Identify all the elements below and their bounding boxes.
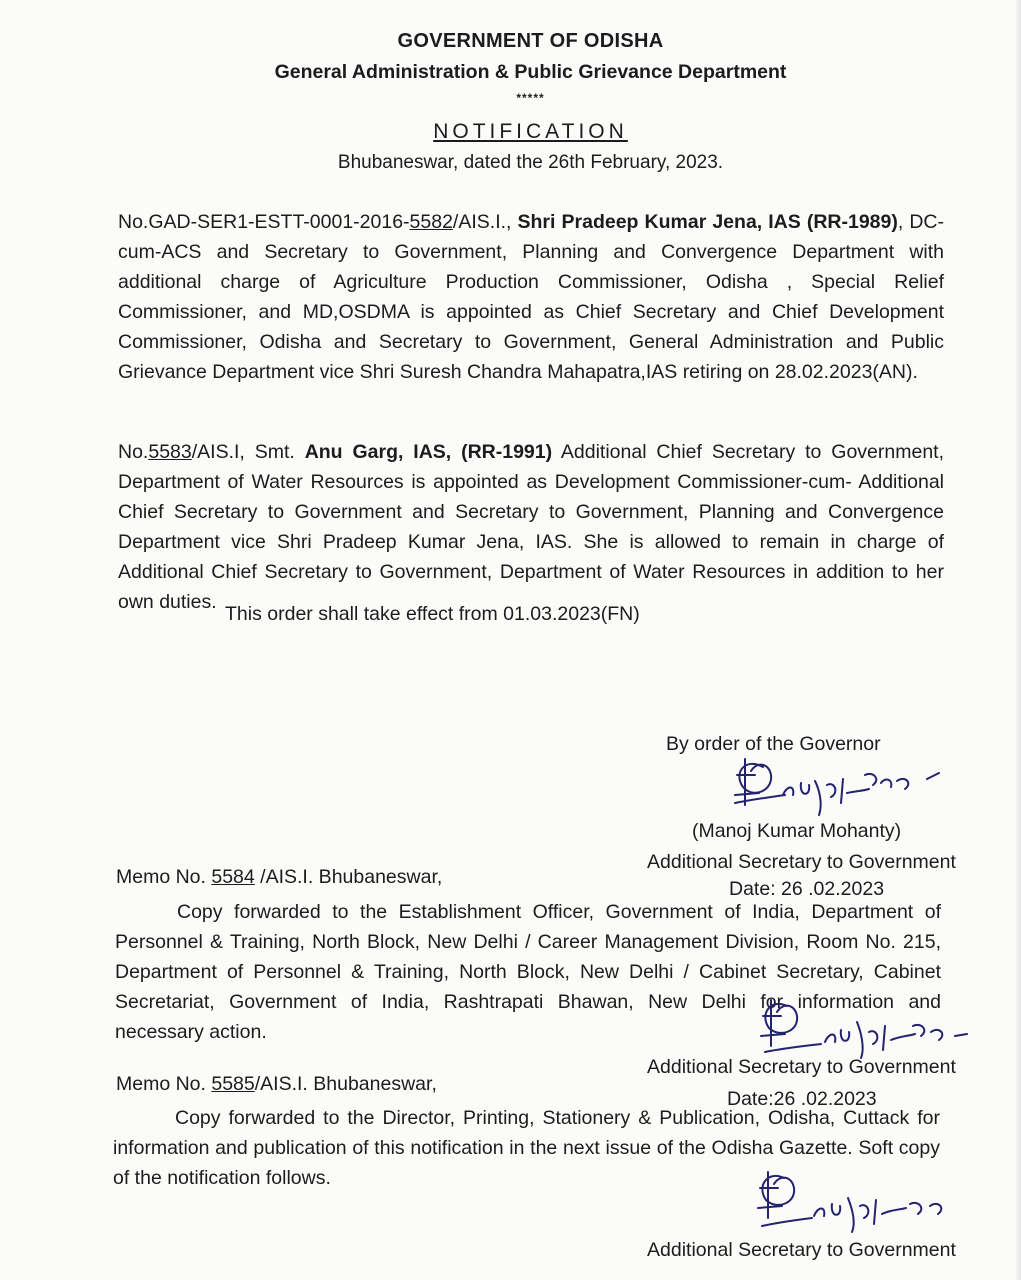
dateline: Bhubaneswar, dated the 26th February, 2023. bbox=[337, 152, 724, 173]
by-order-line: By order of the Governor bbox=[666, 733, 881, 755]
memo-suffix: /AIS.I. Bhubaneswar, bbox=[254, 1073, 437, 1095]
officer-name-signatory: (Manoj Kumar Mohanty) bbox=[692, 820, 902, 842]
page-edge-shadow bbox=[1015, 0, 1021, 1280]
order-suffix: /AIS.I., bbox=[452, 211, 518, 233]
memo-prefix: Memo No. bbox=[116, 1073, 212, 1095]
memo-number: 5584 bbox=[211, 866, 255, 888]
memo-copy-forwarded-text: Copy forwarded to the Establishment Officer, Government of India, Department of Personnel & Training, North Block, New Delhi / Career Management Division, Room No. 215, Department of Personnel & Training, North Block, New Delhi / Cabinet Secretary, Cabinet Secretariat, Government of India, Rashtrapati Bhawan, New Delhi for information and necessary action. bbox=[115, 901, 941, 1043]
department-heading: General Administration & Public Grievance Department bbox=[274, 61, 787, 83]
memo-signatory-designation: Additional Secretary to Government bbox=[647, 1239, 956, 1261]
memo-number-line bbox=[116, 1073, 437, 1096]
effective-date-line: This order shall take effect from 01.03.2023(FN) bbox=[225, 603, 640, 625]
order-prefix: No. bbox=[118, 441, 149, 463]
memo-number-line bbox=[116, 866, 442, 889]
paragraph-text: , DC-cum-ACS and Secretary to Government, Planning and Convergence Department with additional charge of Agriculture Production Commissioner, Odisha , Special Relief Commissioner, and MD,OSDMA is appointed as Chief Secretary and Chief Development Commissioner, Odisha and Secretary to Government, General Administration and Public Grievance Department vice Shri Suresh Chandra Mahapatra,IAS retiring on 28.02.2023(AN). bbox=[118, 211, 944, 383]
memo-suffix: /AIS.I. Bhubaneswar, bbox=[254, 866, 443, 888]
memo-prefix: Memo No. bbox=[116, 866, 212, 888]
officer-name: Shri Pradeep Kumar Jena, IAS (RR-1989) bbox=[517, 211, 898, 233]
paragraph-appointment-chief-secretary bbox=[118, 207, 944, 387]
paragraph-text: Additional Chief Secretary to Government, Department of Water Resources is appointed as Development Commissioner-cum- Additional Chief Secretary to Government and Secretary to Government, Planning and Convergence Department vice Shri Pradeep Kumar Jena, IAS. She is allowed to remain in charge of Additional Chief Secretary to Government, Department of Water Resources in addition to her own duties. bbox=[118, 441, 944, 613]
government-heading: GOVERNMENT OF ODISHA bbox=[397, 30, 664, 52]
order-number: 5582 bbox=[409, 211, 453, 233]
memo-number: 5585 bbox=[211, 1073, 255, 1095]
officer-name: Anu Garg, IAS, (RR-1991) bbox=[304, 441, 553, 463]
handwritten-signature-3 bbox=[740, 1160, 970, 1245]
signatory-designation: Additional Secretary to Government bbox=[647, 851, 956, 873]
notification-title: NOTIFICATION bbox=[433, 120, 628, 143]
handwritten-signature-1 bbox=[715, 745, 955, 830]
order-suffix: /AIS.I, Smt. bbox=[191, 441, 305, 463]
memo-date: Date: 26 .02.2023 bbox=[729, 878, 885, 900]
separator-stars: ***** bbox=[516, 91, 545, 105]
memo-signatory-designation: Additional Secretary to Government bbox=[647, 1056, 956, 1078]
paragraph-appointment-development-commissioner bbox=[118, 437, 944, 617]
memo-date: Date:26 .02.2023 bbox=[727, 1088, 877, 1110]
order-prefix: No.GAD-SER1-ESTT-0001-2016- bbox=[118, 211, 410, 233]
memo-copy-forwarded-text: Copy forwarded to the Director, Printing, Stationery & Publication, Odisha, Cuttack for information and publication of this notification in the next issue of the Odisha Gazette. Soft copy of the notification follows. bbox=[113, 1107, 940, 1189]
order-number: 5583 bbox=[148, 441, 192, 463]
